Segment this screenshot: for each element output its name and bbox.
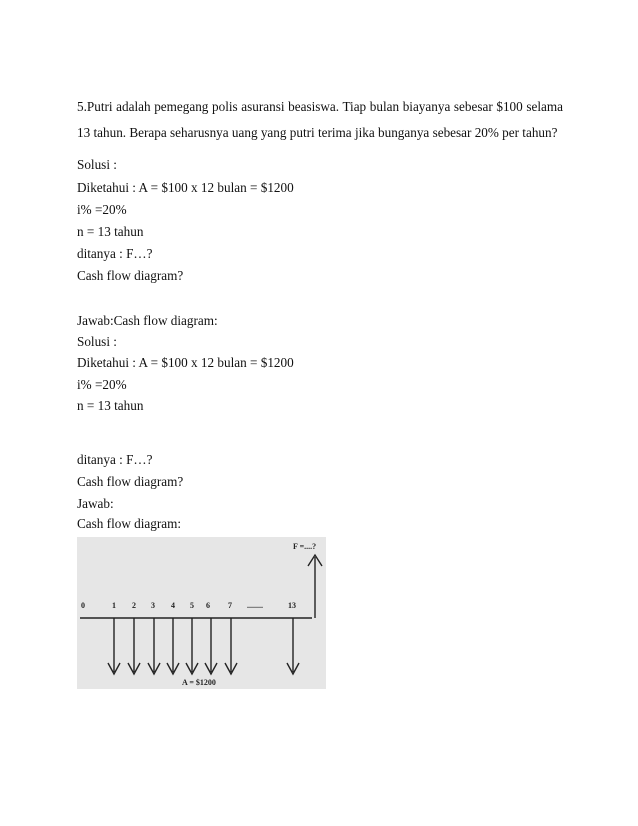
annuity-label: A = $1200 bbox=[182, 678, 216, 687]
interest-line: i% =20% bbox=[77, 202, 127, 217]
problem-statement: 5.Putri adalah pemegang polis asuransi beasiswa. Tiap bulan biayanya sebesar $100 selama 13 tahun. Berapa seharusnya uang yang putri terima jika bunganya sebesar 20% per tahun? bbox=[77, 99, 563, 140]
future-value-label: F =....? bbox=[293, 542, 317, 551]
periods-line: n = 13 tahun bbox=[77, 224, 144, 239]
cash-flow-diagram bbox=[77, 537, 326, 689]
period-label: 3 bbox=[151, 601, 155, 610]
jawab-label: Jawab: bbox=[77, 496, 114, 511]
solusi-label: Solusi : bbox=[77, 157, 117, 172]
ditanya-line-2: ditanya : F…? bbox=[77, 452, 153, 467]
period-label: 5 bbox=[190, 601, 194, 610]
jawab-heading: Jawab:Cash flow diagram: bbox=[77, 313, 218, 328]
period-label: 2 bbox=[132, 601, 136, 610]
period-label: 4 bbox=[171, 601, 175, 610]
period-label: 13 bbox=[288, 601, 296, 610]
cashflow-question-2: Cash flow diagram? bbox=[77, 474, 184, 489]
period-label: 7 bbox=[228, 601, 232, 610]
periods-line-2: n = 13 tahun bbox=[77, 398, 144, 413]
period-label: ........ bbox=[247, 601, 263, 610]
period-label: 1 bbox=[112, 601, 116, 610]
interest-line-2: i% =20% bbox=[77, 377, 127, 392]
diketahui-line-2: Diketahui : A = $100 x 12 bulan = $1200 bbox=[77, 355, 294, 370]
ditanya-line: ditanya : F…? bbox=[77, 246, 153, 261]
period-label: 6 bbox=[206, 601, 210, 610]
solusi-label-2: Solusi : bbox=[77, 334, 117, 349]
cashflow-question: Cash flow diagram? bbox=[77, 268, 184, 283]
period-label: 0 bbox=[81, 601, 85, 610]
cashflow-diagram-label: Cash flow diagram: bbox=[77, 516, 182, 531]
diketahui-line: Diketahui : A = $100 x 12 bulan = $1200 bbox=[77, 180, 294, 195]
